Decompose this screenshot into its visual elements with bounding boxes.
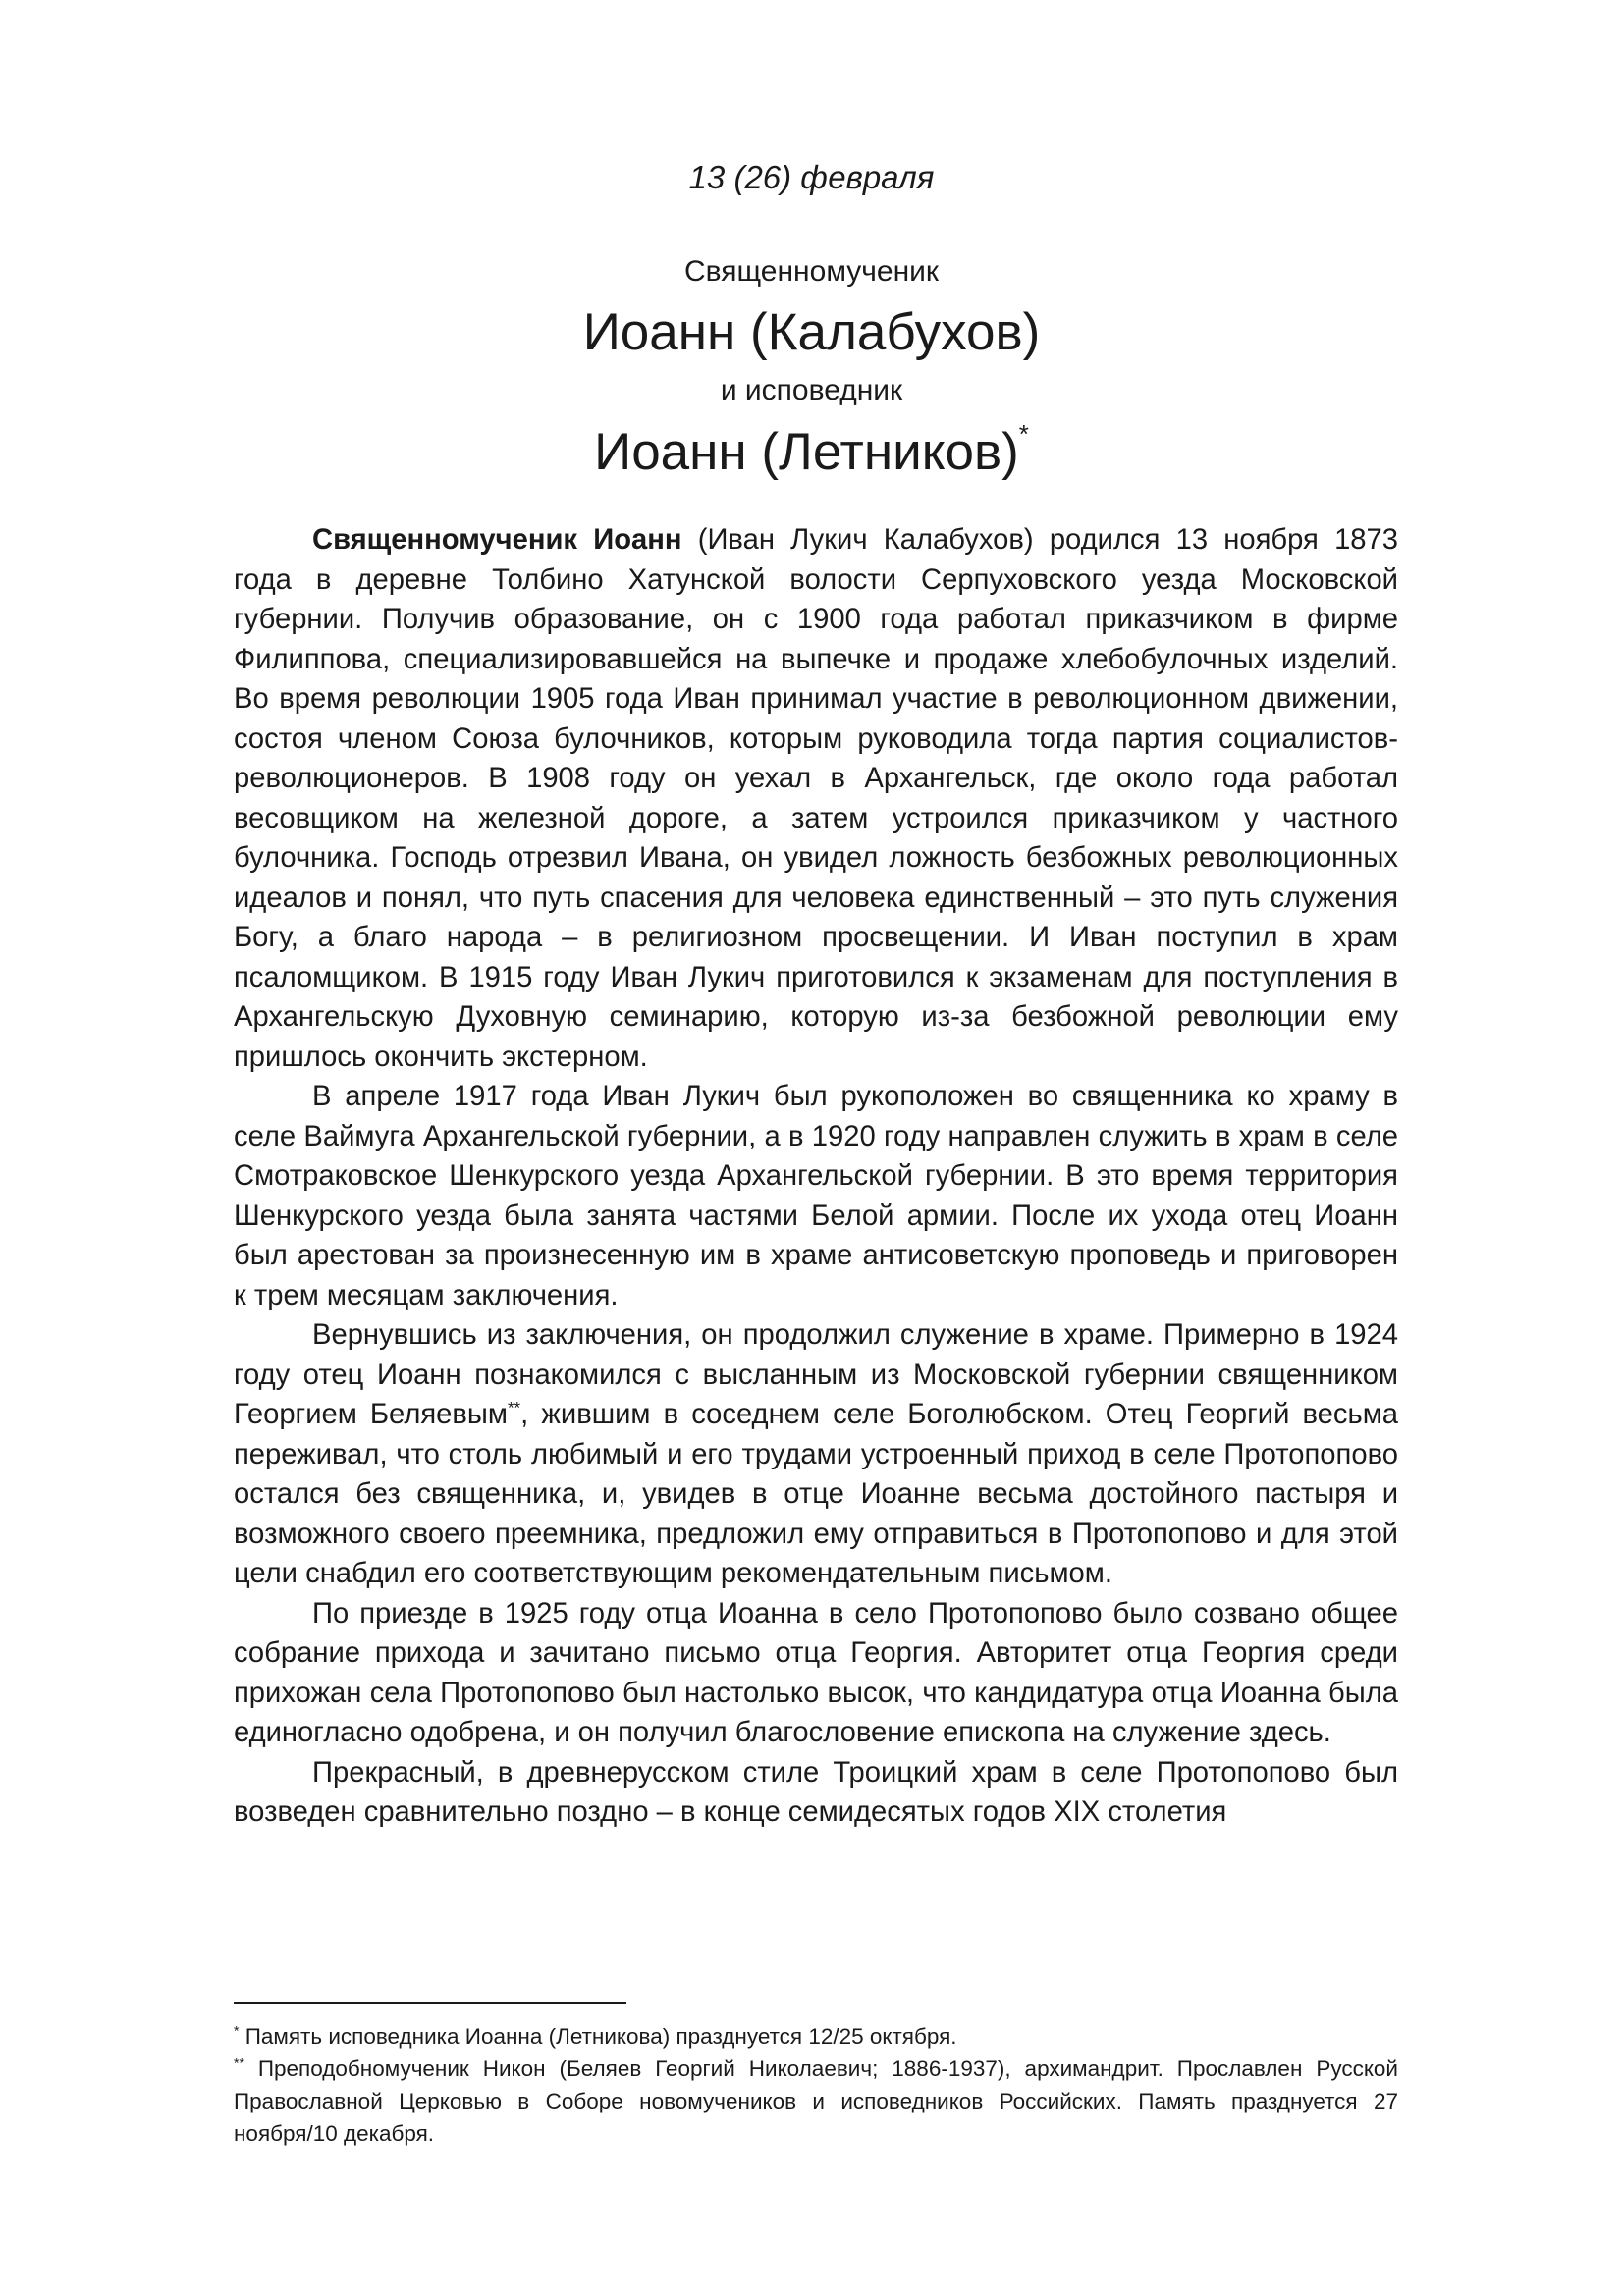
saint-name-1: Иоанн (Калабухов) xyxy=(582,303,1041,361)
paragraph-3-text-b: , жившим в соседнем селе Боголюбском. Отец Георгий весьма переживал, что столь любимый и его трудами устроенный приход в селе Протопопово остался без священника, и, увидев в отце Иоанне весьма достойного пастыря и возможного своего преемника, предложил ему отправиться в Протопопово и для этой цели снабдил его соответствующим рекомендательным письмом. xyxy=(234,1399,1398,1589)
paragraph-3-text-a: Вернувшись из заключения, он продолжил служение в храме. Примерно в 1924 году отец Иоанн познакомился с высланным из Московской губернии священником Георгием Беляевым xyxy=(234,1319,1398,1430)
paragraph-1-lead: Священномученик Иоанн xyxy=(312,524,682,556)
main-text xyxy=(234,520,1398,1833)
footnote-2 xyxy=(234,2053,1398,2150)
subtitle-hieromartyr: Священномученик xyxy=(683,255,940,288)
paragraph-4: По приезде в 1925 году отца Иоанна в село Протопопово было созвано общее собрание прихода и зачитано письмо отца Георгия. Авторитет отца Георгия среди прихожан села Протопопово был настолько высок, что кандидатура отца Иоанна была единогласно одобрена, и он получил благословение епископа на служение здесь. xyxy=(234,1597,1398,1748)
paragraph-5: Прекрасный, в древнерусском стиле Троицкий храм в селе Протопопово был возведен сравнительно поздно – в конце семидесятых годов XIX столетия xyxy=(234,1756,1398,1828)
saint-name-2-text: Иоанн (Летников) xyxy=(594,423,1019,481)
footnote-1 xyxy=(234,2020,1398,2053)
footnote-marker-2[interactable]: ** xyxy=(507,1398,521,1417)
footnote-2-mark: ** xyxy=(234,2055,244,2071)
footnote-marker-1[interactable]: * xyxy=(1018,419,1029,450)
paragraph-1-text: (Иван Лукич Калабухов) родился 13 ноября 1873 года в деревне Толбино Хатунской волости Серпуховского уезда Московской губернии. Получив образование, он с 1900 года работал приказчиком в фирме Филиппова, специализировавшейся на выпечке и продаже хлебобулочных изделий. Во время революции 1905 года Иван принимал участие в революционном движении, состоя членом Союза булочников, которым руководила тогда партия социалистов-революционеров. В 1908 году он уехал в Архангельск, где около года работал весовщиком на железной дороге, а затем устроился приказчиком у частного булочника. Господь отрезвил Ивана, он увидел ложность безбожных революционных идеалов и понял, что путь спасения для человека единственный – это путь служения Богу, а благо народа – в религиозном просвещении. И Иван поступил в храм псаломщиком. В 1915 году Иван Лукич приготовился к экзаменам для поступления в Архангельскую Духовную семинарию, которую из-за безбожной революции ему пришлось окончить экстерном. xyxy=(234,524,1398,1073)
paragraph-1 xyxy=(234,520,1398,1077)
saint-name-2 xyxy=(0,419,1623,482)
footnote-2-text: Преподобномученик Никон (Беляев Георгий Николаевич; 1886-1937), архимандрит. Прославлен Русской Православной Церковью в Соборе новомучеников и исповедников Российских. Память празднуется 27 ноября/10 декабря. xyxy=(234,2056,1398,2146)
feast-date: 13 (26) февраля xyxy=(688,159,935,195)
paragraph-2: В апреле 1917 года Иван Лукич был рукоположен во священника ко храму в селе Ваймуга Архангельской губернии, а в 1920 году направлен служить в храм в селе Смотраковское Шенкурского уезда Архангельской губернии. В это время территория Шенкурского уезда была занята частями Белой армии. После их ухода отец Иоанн был арестован за произнесенную им в храме антисоветскую проповедь и приговорен к трем месяцам заключения. xyxy=(234,1081,1398,1311)
paragraph-3 xyxy=(234,1315,1398,1594)
subtitle-confessor: и исповедник xyxy=(720,374,903,406)
footnote-1-text: Память исповедника Иоанна (Летникова) празднуется 12/25 октября. xyxy=(239,2024,957,2049)
footnote-1-mark: * xyxy=(234,2022,240,2039)
footnotes xyxy=(234,2020,1398,2150)
footnote-divider xyxy=(234,2002,626,2004)
